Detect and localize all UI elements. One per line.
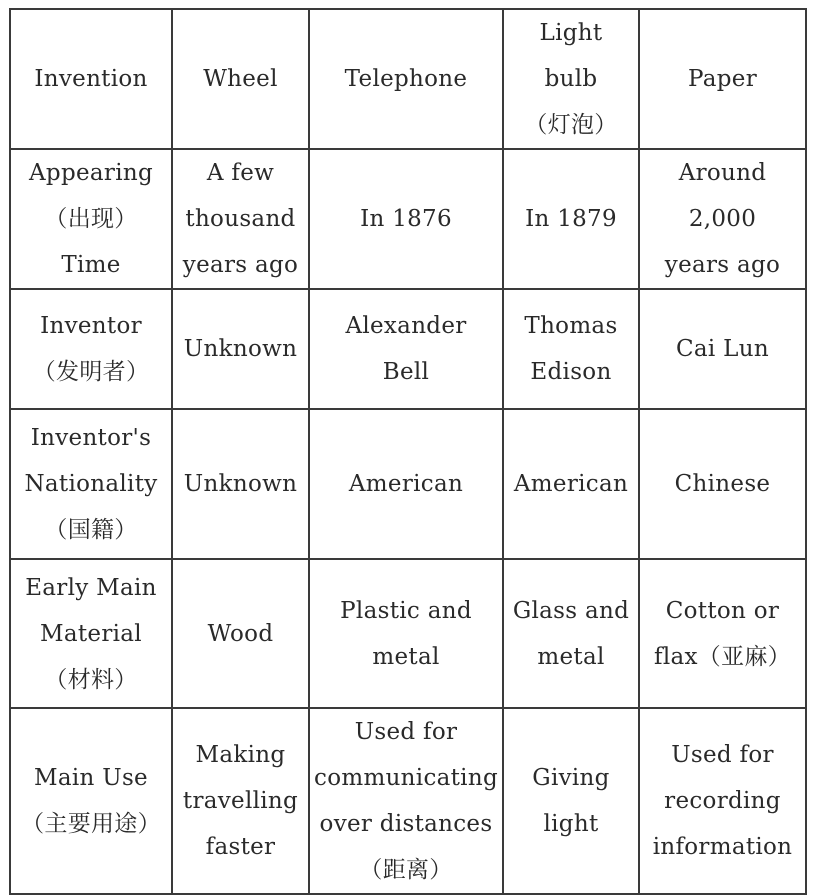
row-header-cell: Invention [10,9,172,149]
table-row [10,9,806,149]
table-row [10,559,806,708]
table-cell: Around 2,000 years ago [639,149,806,289]
table-cell: In 1879 [503,149,639,289]
table-cell: Paper [639,9,806,149]
table-row [10,708,806,894]
row-header-cell: Early Main Material （材料） [10,559,172,708]
row-header-cell: Main Use （主要用途） [10,708,172,894]
table-cell: Thomas Edison [503,289,639,409]
table-cell: In 1876 [309,149,503,289]
table-cell: Wheel [172,9,309,149]
table-row [10,289,806,409]
table-cell: Chinese [639,409,806,559]
table-cell: Light bulb （灯泡） [503,9,639,149]
table-cell: Cotton or flax（亚麻） [639,559,806,708]
table-cell: American [309,409,503,559]
table-row [10,149,806,289]
table-cell: American [503,409,639,559]
table-cell: Used for recording information [639,708,806,894]
inventions-table [9,8,807,895]
row-header-cell: Inventor （发明者） [10,289,172,409]
table-cell: A few thousand years ago [172,149,309,289]
table-cell: Making travelling faster [172,708,309,894]
table-cell: Wood [172,559,309,708]
table-cell: Giving light [503,708,639,894]
table-cell: Plastic and metal [309,559,503,708]
table-cell: Telephone [309,9,503,149]
table-cell: Used for communicating over distances （距离） [309,708,503,894]
row-header-cell: Appearing （出现） Time [10,149,172,289]
table-cell: Alexander Bell [309,289,503,409]
table-row [10,409,806,559]
table-cell: Cai Lun [639,289,806,409]
row-header-cell: Inventor's Nationality （国籍） [10,409,172,559]
table-cell: Unknown [172,289,309,409]
table-cell: Unknown [172,409,309,559]
table-cell: Glass and metal [503,559,639,708]
